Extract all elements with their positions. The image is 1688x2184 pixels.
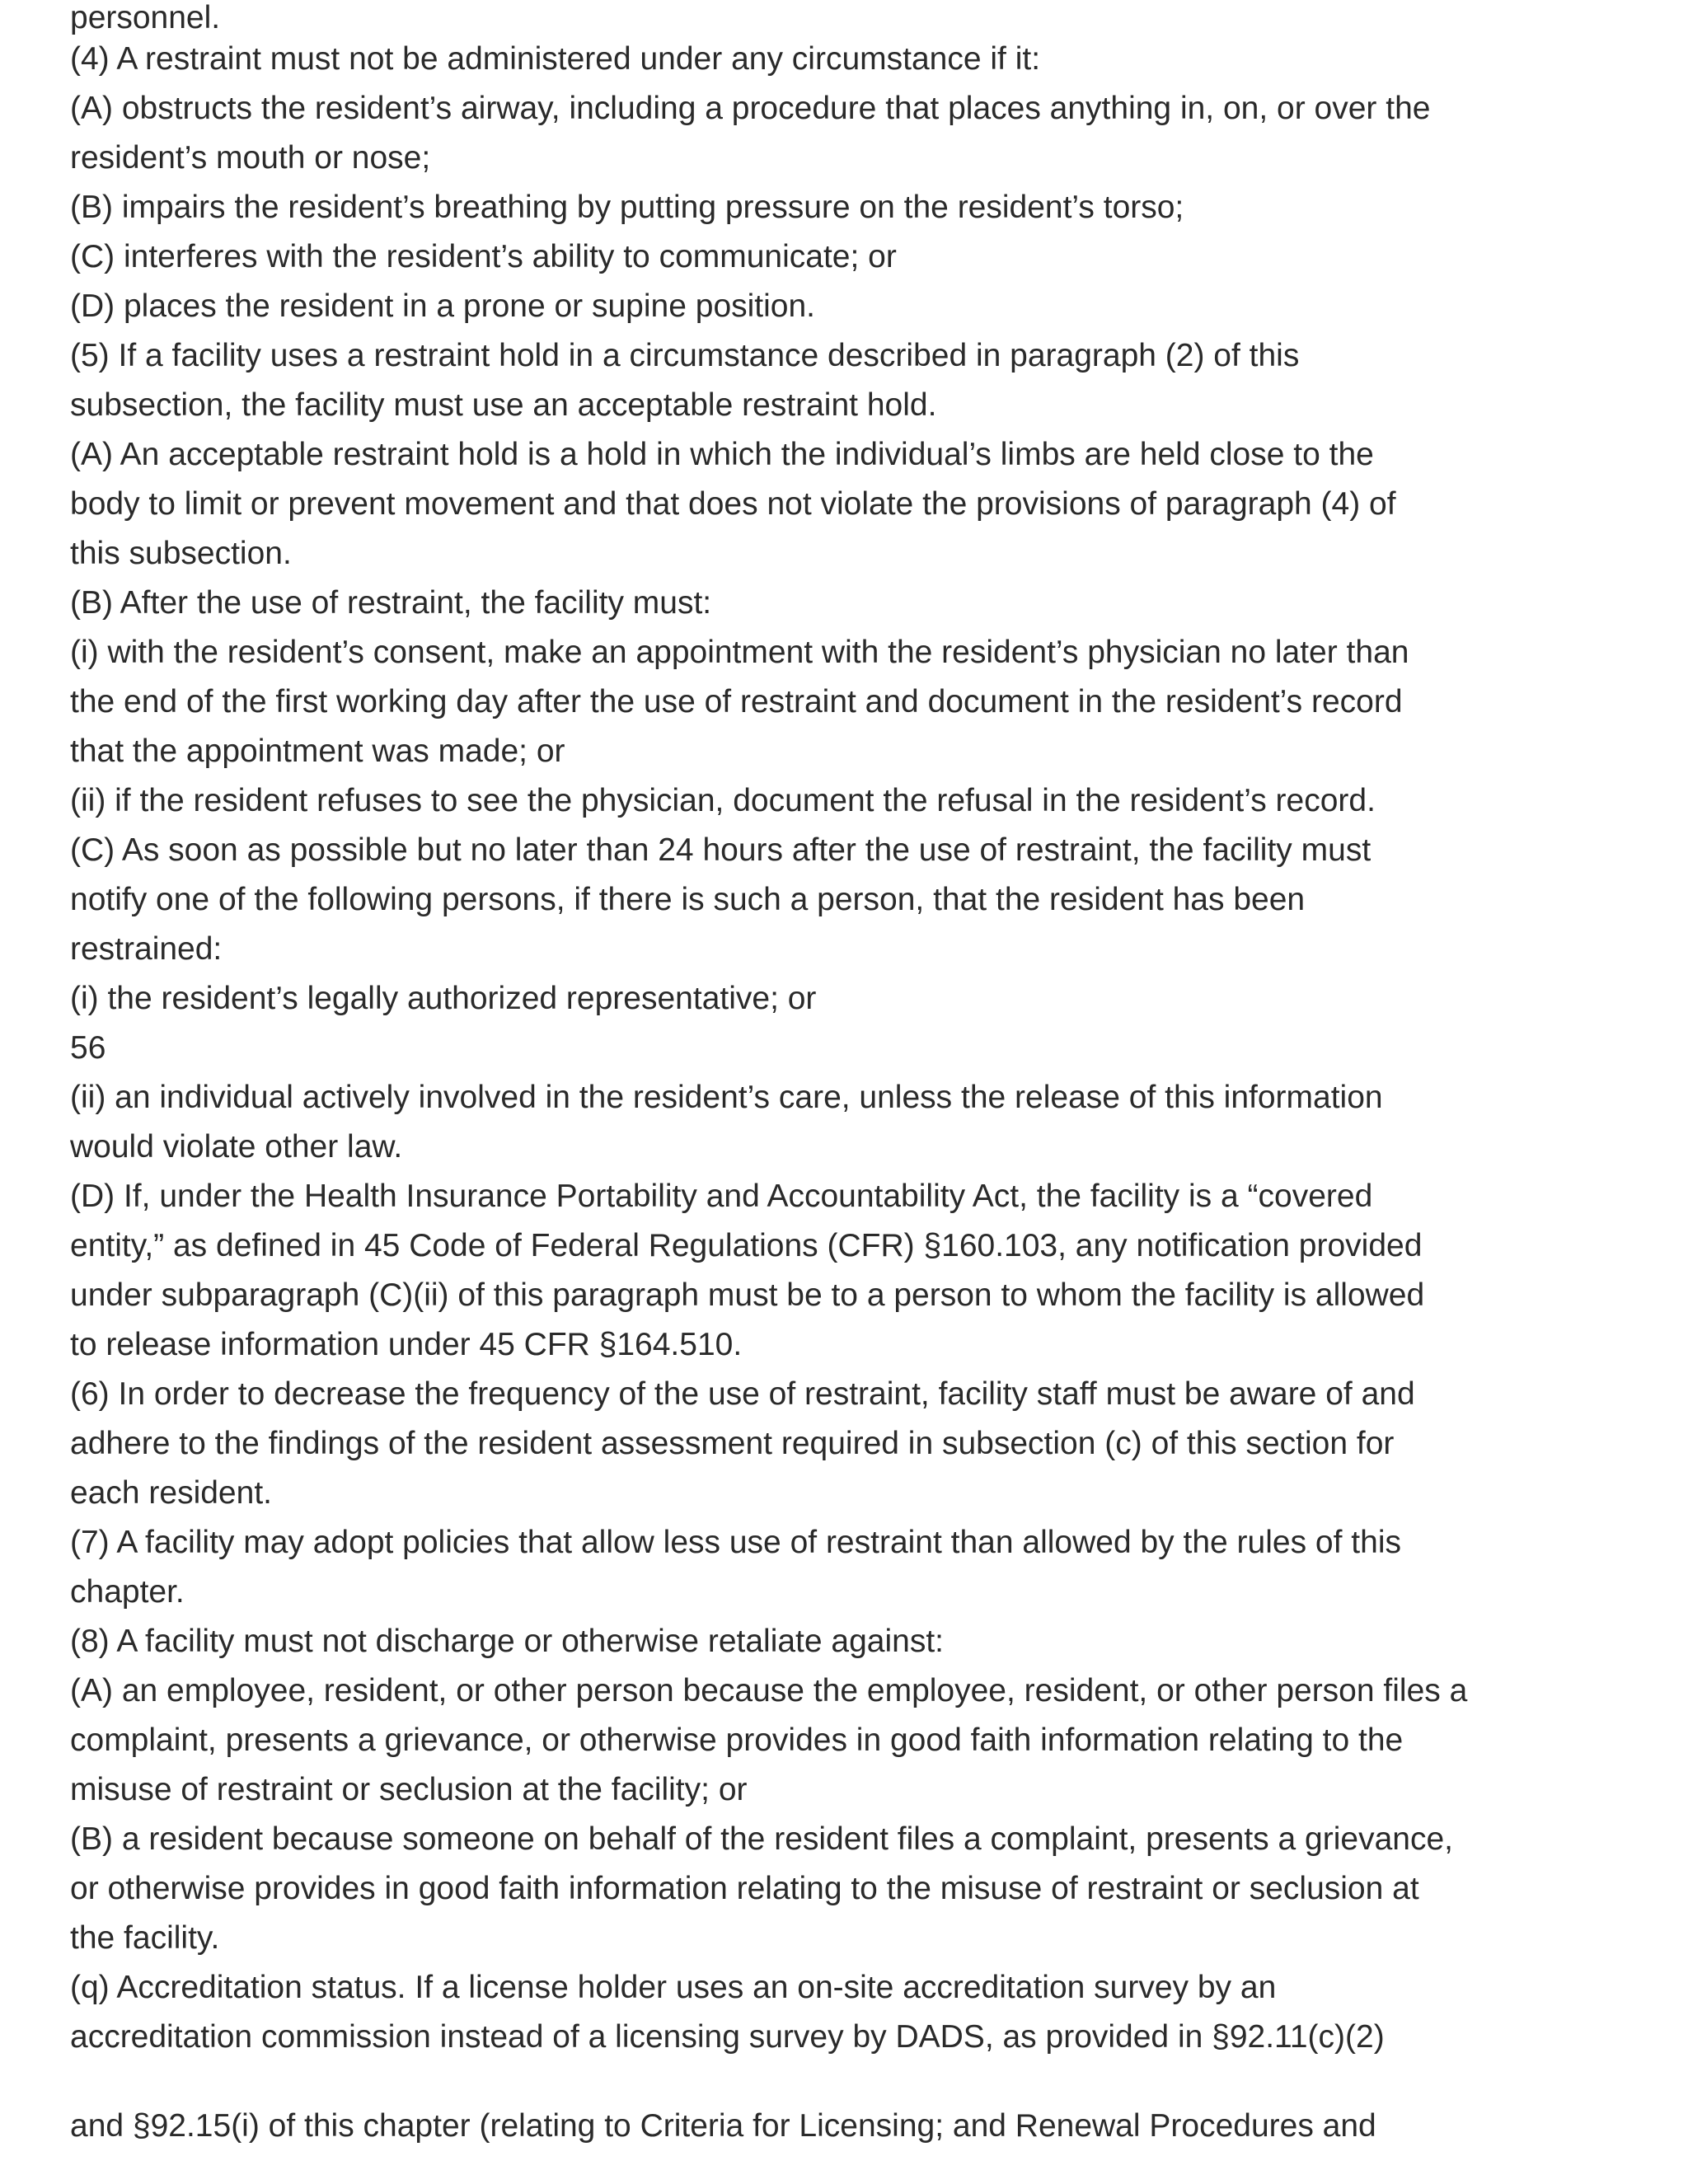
document-body (70, 35, 1636, 2062)
text-line: (ii) if the resident refuses to see the physician, document the refusal in the resident’s record. (70, 783, 1376, 818)
text-line: this subsection. (70, 536, 292, 571)
text-line: to release information under 45 CFR §164.510. (70, 1327, 743, 1362)
text-line: resident’s mouth or nose; (70, 140, 431, 176)
text-line: that the appointment was made; or (70, 733, 565, 769)
text-line: (A) obstructs the resident’s airway, including a procedure that places anything in, on, or over the (70, 91, 1431, 126)
text-line: chapter. (70, 1574, 185, 1610)
text-line: body to limit or prevent movement and that does not violate the provisions of paragraph (4) of (70, 486, 1396, 522)
text-line: subsection, the facility must use an acceptable restraint hold. (70, 387, 937, 423)
text-line: (B) a resident because someone on behalf of the resident files a complaint, presents a grievance, (70, 1821, 1453, 1857)
text-line: (D) places the resident in a prone or supine position. (70, 288, 816, 324)
text-line: (A) An acceptable restraint hold is a hold in which the individual’s limbs are held close to the (70, 437, 1374, 472)
text-line: or otherwise provides in good faith information relating to the misuse of restraint or seclusion at (70, 1871, 1419, 1906)
text-line: (4) A restraint must not be administered under any circumstance if it: (70, 41, 1041, 77)
text-line: accreditation commission instead of a licensing survey by DADS, as provided in §92.11(c)(2) (70, 2019, 1385, 2055)
text-line: (B) After the use of restraint, the facility must: (70, 585, 712, 621)
text-line: (D) If, under the Health Insurance Portability and Accountability Act, the facility is a “covered (70, 1179, 1373, 1214)
text-line: misuse of restraint or seclusion at the facility; or (70, 1772, 748, 1807)
text-line: (6) In order to decrease the frequency of the use of restraint, facility staff must be aware of and (70, 1376, 1415, 1412)
text-line: restrained: (70, 931, 223, 967)
text-line: (C) interferes with the resident’s ability to communicate; or (70, 239, 897, 274)
text-line: (A) an employee, resident, or other person because the employee, resident, or other person files a (70, 1673, 1468, 1708)
text-line: adhere to the findings of the resident assessment required in subsection (c) of this section for (70, 1426, 1395, 1461)
text-line: (B) impairs the resident’s breathing by putting pressure on the resident’s torso; (70, 190, 1184, 225)
text-line: the end of the first working day after the use of restraint and document in the resident’s record (70, 684, 1403, 719)
text-line: (7) A facility may adopt policies that allow less use of restraint than allowed by the rules of this (70, 1525, 1401, 1560)
text-line: entity,” as defined in 45 Code of Federal Regulations (CFR) §160.103, any notification provided (70, 1228, 1423, 1263)
text-line: (i) the resident’s legally authorized representative; or (70, 981, 817, 1016)
text-line: notify one of the following persons, if there is such a person, that the resident has been (70, 882, 1306, 917)
text-line: under subparagraph (C)(ii) of this paragraph must be to a person to whom the facility is allowed (70, 1277, 1425, 1313)
bottom-fragment-text: and §92.15(i) of this chapter (relating to Criteria for Licensing; and Renewal Procedures and (70, 2108, 1376, 2144)
bottom-cut-line (70, 2108, 1376, 2144)
text-line: (C) As soon as possible but no later than 24 hours after the use of restraint, the facility must (70, 832, 1372, 868)
text-line: (ii) an individual actively involved in the resident’s care, unless the release of this information (70, 1080, 1383, 1115)
text-line: (q) Accreditation status. If a license holder uses an on-site accreditation survey by an (70, 1970, 1277, 2005)
top-fragment-text: personnel. (70, 0, 221, 35)
text-line: would violate other law. (70, 1129, 403, 1165)
text-line: each resident. (70, 1475, 272, 1511)
text-line: (i) with the resident’s consent, make an appointment with the resident’s physician no later than (70, 635, 1409, 670)
text-line: the facility. (70, 1920, 220, 1956)
text-line: complaint, presents a grievance, or otherwise provides in good faith information relating to the (70, 1722, 1404, 1758)
text-line: (8) A facility must not discharge or otherwise retaliate against: (70, 1624, 945, 1659)
text-line: 56 (70, 1030, 106, 1066)
text-line: (5) If a facility uses a restraint hold in a circumstance described in paragraph (2) of this (70, 338, 1300, 373)
